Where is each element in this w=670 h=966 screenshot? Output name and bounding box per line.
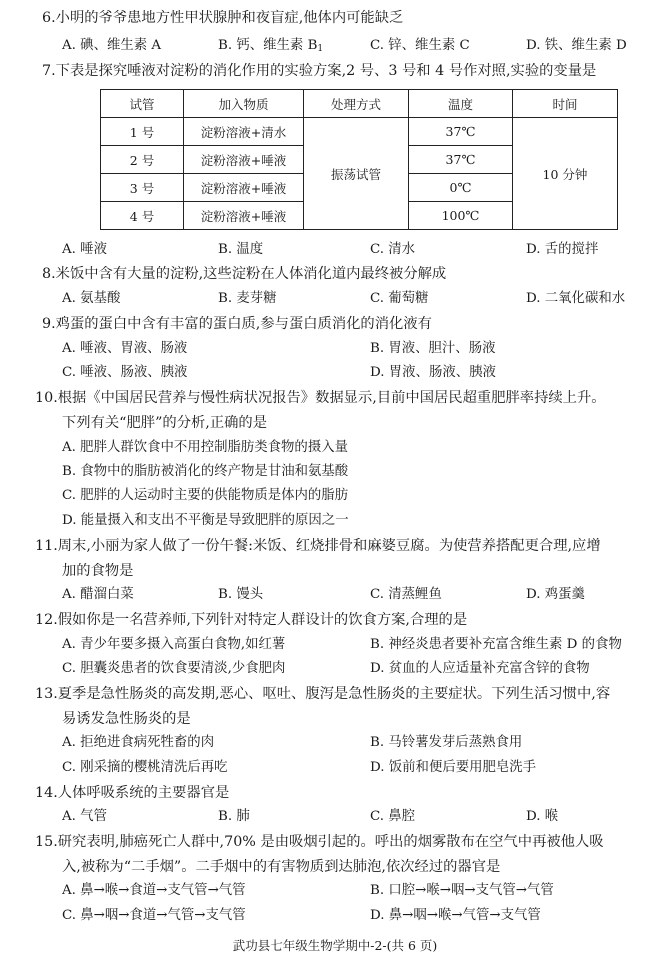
option-c: C. 清水	[370, 242, 416, 257]
cell-temperature: 0℃	[409, 174, 513, 202]
cell-substance: 淀粉溶液+唾液	[184, 146, 304, 174]
option-a: A. 肥胖人群饮食中不用控制脂肪类食物的摄入量	[62, 440, 348, 455]
cell-tube: 3 号	[101, 174, 184, 202]
table-row	[101, 118, 618, 146]
option-d: D. 能量摄入和支出不平衡是导致肥胖的原因之一	[62, 513, 349, 528]
question-9	[42, 314, 432, 334]
option-d: D. 二氧化碳和水	[526, 291, 626, 306]
header-temperature: 温度	[409, 90, 513, 118]
question-11	[35, 536, 601, 556]
question-number: 6.	[42, 10, 56, 26]
header-tube: 试管	[101, 90, 184, 118]
option-a: A. 唾液、胃液、肠液	[62, 341, 188, 356]
question-stem-continued: 入,被称为“二手烟”。二手烟中的有害物质到达肺泡,依次经过的器官是	[62, 859, 501, 875]
question-stem-continued: 加的食物是	[62, 563, 134, 579]
option-a: A. 唾液	[62, 242, 107, 257]
header-time: 时间	[513, 90, 618, 118]
option-b: B. 馒头	[218, 587, 264, 602]
question-stem: 鸡蛋的蛋白中含有丰富的蛋白质,参与蛋白质消化的消化液有	[55, 316, 432, 332]
option-d: D. 鼻→咽→喉→气管→支气管	[370, 908, 541, 923]
option-a: A. 氨基酸	[62, 291, 121, 306]
option-b-text: B. 钙、维生素 B	[218, 38, 318, 53]
question-number: 11.	[35, 538, 58, 554]
option-c: C. 鼻腔	[370, 809, 416, 824]
option-b	[218, 36, 323, 59]
option-c: C. 葡萄糖	[370, 291, 429, 306]
option-c: C. 鼻→咽→食道→气管→支气管	[62, 908, 246, 923]
option-d: D. 饭前和便后要用肥皂洗手	[370, 760, 537, 775]
question-number: 12.	[35, 612, 58, 628]
option-d: D. 胃液、肠液、胰液	[370, 365, 496, 380]
option-d: D. 鸡蛋羹	[526, 587, 585, 602]
option-b: B. 马铃薯发芽后蒸熟食用	[370, 735, 523, 750]
experiment-table	[100, 89, 618, 230]
option-a: A. 醋溜白菜	[62, 587, 134, 602]
cell-temperature: 37℃	[409, 118, 513, 146]
option-d: D. 舌的搅拌	[526, 242, 599, 257]
option-b: B. 肺	[218, 809, 250, 824]
cell-substance: 淀粉溶液+清水	[184, 118, 304, 146]
option-b: B. 口腔→喉→咽→支气管→气管	[370, 883, 554, 898]
question-stem: 假如你是一名营养师,下列针对特定人群设计的饮食方案,合理的是	[57, 612, 468, 628]
option-a: A. 碘、维生素 A	[62, 38, 162, 53]
header-substance: 加入物质	[184, 90, 304, 118]
cell-treatment: 振荡试管	[304, 118, 409, 230]
cell-tube: 4 号	[101, 202, 184, 230]
option-d: D. 喉	[526, 809, 559, 824]
option-b: B. 食物中的脂肪被消化的终产物是甘油和氨基酸	[62, 464, 349, 479]
question-7	[42, 61, 596, 81]
option-a: A. 鼻→喉→食道→支气管→气管	[62, 883, 246, 898]
question-stem: 下表是探究唾液对淀粉的消化作用的实验方案,2 号、3 号和 4 号作对照,实验的变量是	[55, 63, 597, 79]
question-stem: 周末,小丽为家人做了一份午餐:米饭、红烧排骨和麻婆豆腐。为使营养搭配更合理,应增	[57, 538, 601, 554]
question-13	[35, 684, 610, 704]
table-header-row	[101, 90, 618, 118]
question-number: 9.	[42, 316, 56, 332]
option-a: A. 气管	[62, 809, 107, 824]
cell-tube: 2 号	[101, 146, 184, 174]
option-c: C. 唾液、肠液、胰液	[62, 365, 188, 380]
option-c: C. 刚采摘的樱桃清洗后再吃	[62, 760, 228, 775]
question-number: 7.	[42, 63, 56, 79]
question-stem: 研究表明,肺癌死亡人群中,70% 是由吸烟引起的。呼出的烟雾散布在空气中再被他人吸	[57, 834, 604, 850]
option-b: B. 神经炎患者要补充富含维生素 D 的食物	[370, 637, 622, 652]
cell-substance: 淀粉溶液+唾液	[184, 174, 304, 202]
question-6	[42, 8, 403, 28]
page-footer: 武功县七年级生物学期中-2-(共 6 页)	[232, 938, 438, 953]
question-10	[35, 388, 606, 408]
cell-substance: 淀粉溶液+唾液	[184, 202, 304, 230]
question-stem: 根据《中国居民营养与慢性病状况报告》数据显示,目前中国居民超重肥胖率持续上升。	[57, 390, 606, 406]
question-number: 10.	[35, 390, 58, 406]
question-stem: 人体呼吸系统的主要器官是	[57, 785, 230, 801]
question-number: 13.	[35, 686, 58, 702]
option-a: A. 拒绝进食病死牲畜的肉	[62, 735, 215, 750]
question-8	[42, 264, 446, 284]
question-stem: 夏季是急性肠炎的高发期,恶心、呕吐、腹泻是急性肠炎的主要症状。下列生活习惯中,容	[57, 686, 611, 702]
option-a: A. 青少年要多摄入高蛋白食物,如红薯	[62, 637, 286, 652]
question-14	[35, 783, 229, 803]
option-b: B. 胃液、胆汁、肠液	[370, 341, 496, 356]
question-stem: 小明的爷爷患地方性甲状腺肿和夜盲症,他体内可能缺乏	[55, 10, 404, 26]
cell-time: 10 分钟	[513, 118, 618, 230]
question-stem: 米饭中含有大量的淀粉,这些淀粉在人体消化道内最终被分解成	[55, 266, 447, 282]
question-stem-continued: 下列有关“肥胖”的分析,正确的是	[62, 415, 268, 431]
question-stem-continued: 易诱发急性肠炎的是	[62, 711, 191, 727]
cell-temperature: 100℃	[409, 202, 513, 230]
question-number: 8.	[42, 266, 56, 282]
header-treatment: 处理方式	[304, 90, 409, 118]
option-c: C. 清蒸鲤鱼	[370, 587, 442, 602]
question-number: 15.	[35, 834, 58, 850]
option-c: C. 肥胖的人运动时主要的供能物质是体内的脂肪	[62, 488, 349, 503]
question-15	[35, 832, 604, 852]
cell-tube: 1 号	[101, 118, 184, 146]
option-d: D. 贫血的人应适量补充富含锌的食物	[370, 661, 590, 676]
cell-temperature: 37℃	[409, 146, 513, 174]
option-d: D. 铁、维生素 D	[526, 38, 627, 53]
option-b: B. 麦芽糖	[218, 291, 277, 306]
subscript: 1	[317, 44, 324, 54]
option-c: C. 锌、维生素 C	[370, 38, 470, 53]
option-b: B. 温度	[218, 242, 264, 257]
option-c: C. 胆囊炎患者的饮食要清淡,少食肥肉	[62, 661, 286, 676]
question-12	[35, 610, 467, 630]
question-number: 14.	[35, 785, 58, 801]
